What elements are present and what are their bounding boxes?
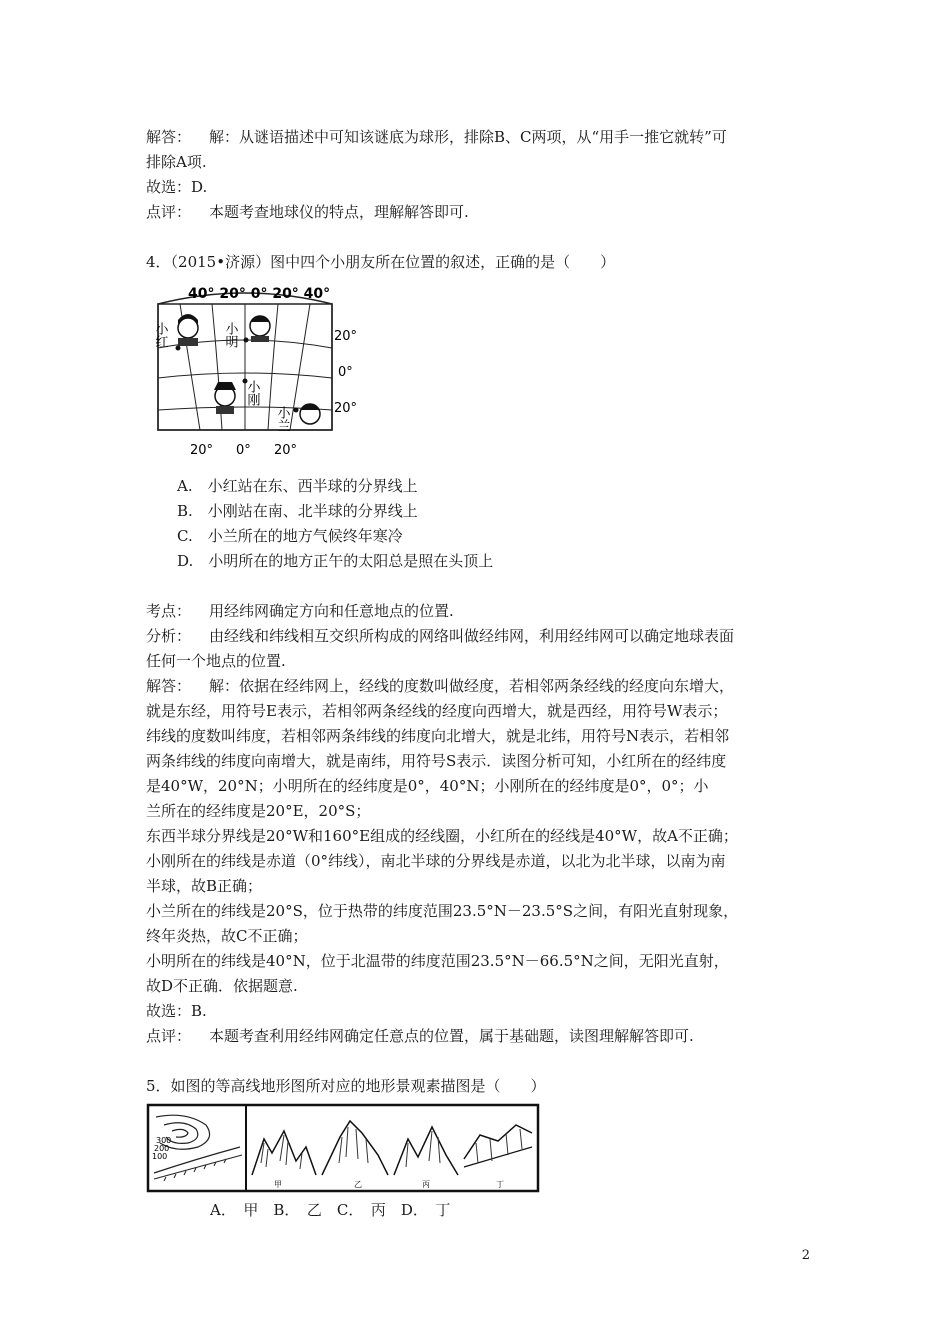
q5-landscape-figure: [146, 1103, 540, 1193]
q4-jieda-line-4: 两条纬线的纬度向南增大，就是南纬，用符号S表示．读图分析可知，小红所在的经纬度: [146, 752, 727, 770]
q4-option-c: C. 小兰所在的地方气候终年寒冷: [177, 527, 403, 545]
q3-answer-label: 解答：: [146, 128, 192, 146]
graticule-bottom-label-3: 20°: [274, 443, 298, 458]
q4-comment: [146, 1026, 694, 1046]
q4-jieda-line-11: 终年炎热，故C不正确；: [146, 927, 308, 945]
q3-answer-text-1: 解：从谜语描述中可知该谜底为球形，排除B、C两项，从“用手一推它就转”可: [209, 128, 727, 146]
q4-fenxi-label: 分析：: [146, 627, 192, 645]
xiaoming-label: 小明: [222, 322, 238, 348]
q4-jieda-label: 解答：: [146, 677, 192, 695]
contour-label-3: 100: [152, 1152, 168, 1161]
xiaogang-label: 小刚: [244, 380, 260, 406]
q3-answer-line-1: [146, 127, 727, 147]
q4-kaodian: [146, 601, 454, 621]
q4-kaodian-label: 考点：: [146, 602, 192, 620]
q4-jieda-text-1: 解：依据在经纬网上，经线的度数叫做经度，若相邻两条经线的经度向东增大，: [209, 677, 735, 695]
graticule-bottom-label-1: 20°: [190, 443, 214, 458]
panel-label-bing: 丙: [422, 1180, 430, 1189]
graticule-right-label-1: 20°: [334, 329, 358, 344]
q3-choice: 故选：D.: [146, 178, 208, 196]
q4-comment-text: 本题考查利用经纬网确定任意点的位置，属于基础题，读图理解解答即可.: [209, 1027, 694, 1045]
q4-jieda: [146, 676, 734, 696]
q4-choice: 故选：B.: [146, 1002, 207, 1020]
q3-comment: [146, 202, 469, 222]
q4-jieda-line-10: 小兰所在的纬线是20°S，位于热带的纬度范围23.5°N－23.5°S之间，有阳光直射现象，: [146, 902, 739, 920]
q4-jieda-line-8: 小刚所在的纬线是赤道（0°纬线），南北半球的分界线是赤道，以北为北半球，以南为南: [146, 852, 726, 870]
q3-comment-text: 本题考查地球仪的特点，理解解答即可.: [209, 203, 469, 221]
xiaolan-label: 小兰: [274, 406, 290, 432]
q4-jieda-line-9: 半球，故B正确；: [146, 877, 263, 895]
q4-fenxi-line-2: 任何一个地点的位置.: [146, 652, 286, 670]
q4-option-d: D. 小明所在的地方正午的太阳总是照在头顶上: [177, 552, 494, 570]
xiaohong-figure: [176, 314, 199, 351]
graticule-bottom-label-2: 0°: [236, 443, 251, 458]
xiaohong-label: 小红: [152, 322, 168, 348]
xiaolan-figure: [294, 404, 321, 424]
q4-kaodian-text: 用经纬网确定方向和任意地点的位置.: [209, 602, 454, 620]
graticule-right-label-2: 0°: [338, 365, 353, 380]
q4-fenxi: [146, 626, 734, 646]
q3-answer-line-2: 排除A项.: [146, 153, 207, 171]
q4-comment-label: 点评：: [146, 1027, 192, 1045]
q3-comment-label: 点评：: [146, 203, 192, 221]
q4-stem: 4．（2015•济源）图中四个小朋友所在位置的叙述，正确的是（ ）: [146, 253, 616, 271]
contour-label-2: 200: [154, 1144, 170, 1153]
xiaoming-figure: [244, 316, 271, 343]
panel-label-ding: 丁: [496, 1180, 504, 1189]
q4-jieda-line-6: 兰所在的经纬度是20°E，20°S；: [146, 802, 371, 820]
q4-jieda-line-3: 纬线的度数叫纬度，若相邻两条纬线的纬度向北增大，就是北纬，用符号N表示，若相邻: [146, 727, 730, 745]
q4-graticule-figure: [150, 282, 362, 460]
graticule-top-labels: 40° 20° 0° 20° 40°: [188, 286, 331, 302]
q4-option-b: B. 小刚站在南、北半球的分界线上: [177, 502, 418, 520]
xiaogang-figure: [214, 379, 248, 415]
q4-jieda-line-2: 就是东经，用符号E表示，若相邻两条经线的经度向西增大，就是西经，用符号W表示；: [146, 702, 728, 720]
page-number: 2: [801, 1248, 810, 1263]
q4-fenxi-text-1: 由经线和纬线相互交织所构成的网络叫做经纬网，利用经纬网可以确定地球表面: [209, 627, 735, 645]
q4-jieda-line-5: 是40°W，20°N；小明所在的经纬度是0°，40°N；小刚所在的经纬度是0°，0°；小: [146, 777, 709, 795]
graticule-right-label-3: 20°: [334, 401, 358, 416]
panel-label-yi: 乙: [354, 1180, 362, 1189]
q4-jieda-line-12: 小明所在的纬线是40°N，位于北温带的纬度范围23.5°N－66.5°N之间，无阳光直射，: [146, 952, 729, 970]
q4-option-a: A. 小红站在东、西半球的分界线上: [177, 477, 418, 495]
q5-stem: 5．如图的等高线地形图所对应的地形景观素描图是（ ）: [146, 1077, 546, 1095]
q4-jieda-line-7: 东西半球分界线是20°W和160°E组成的经线圈，小红所在的经线是40°W，故A不正确；: [146, 827, 738, 845]
panel-label-jia: 甲: [274, 1180, 282, 1189]
contour-label-1: 300: [156, 1136, 172, 1145]
q5-options: A． 甲 B． 乙 C． 丙 D． 丁: [210, 1201, 451, 1219]
q4-jieda-line-13: 故D不正确．依据题意.: [146, 977, 298, 995]
